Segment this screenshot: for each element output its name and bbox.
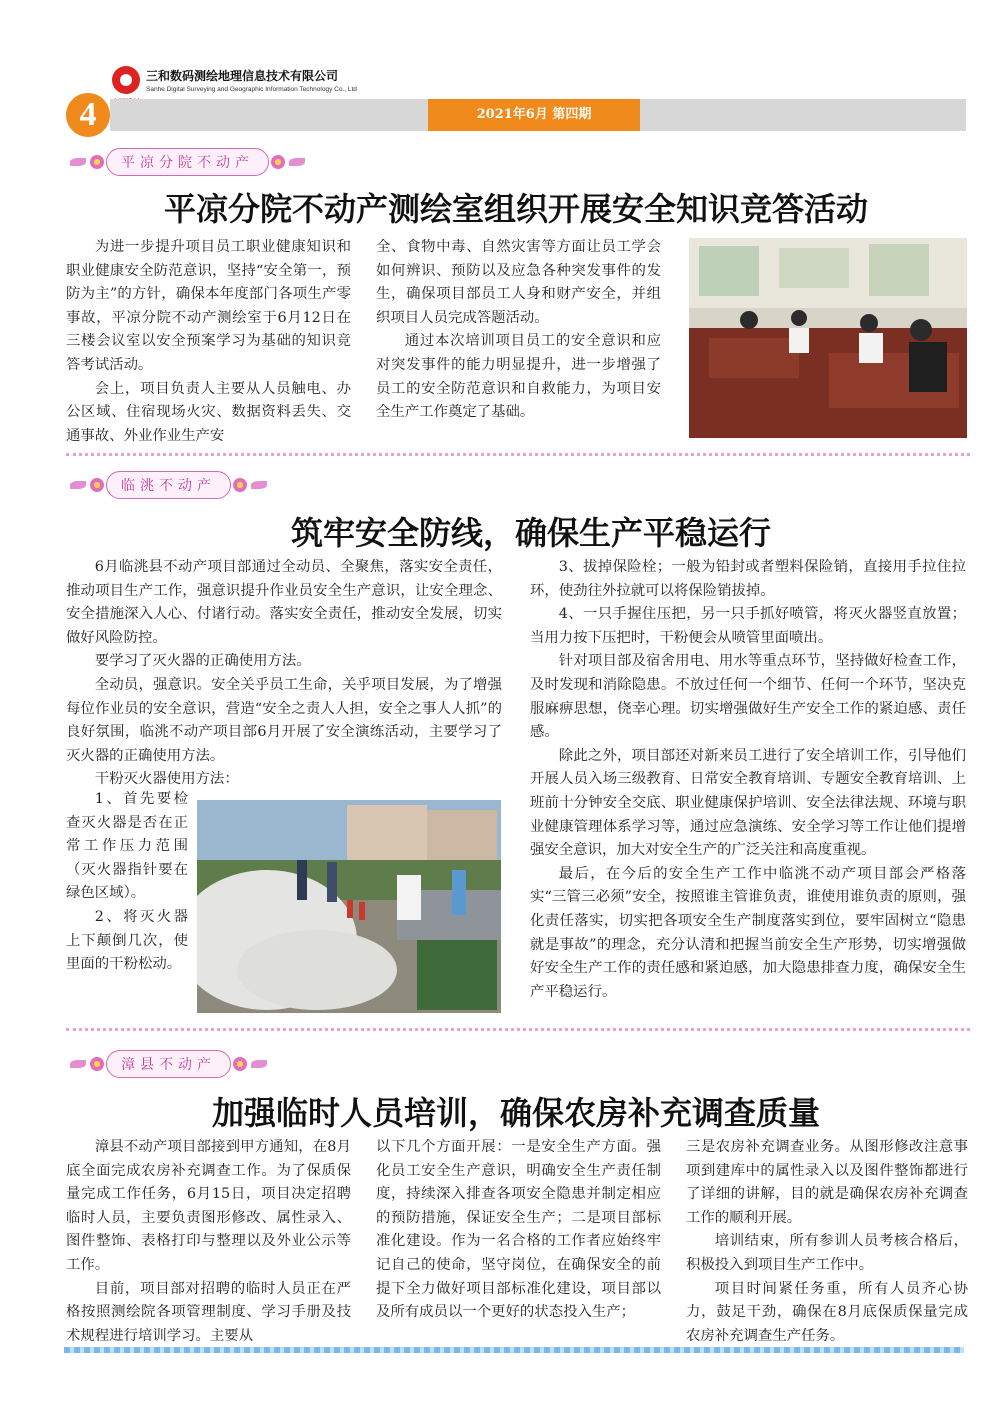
article-column: [66, 556, 502, 792]
paragraph: 6月临洮县不动产项目部通过全动员、全聚焦，落实安全责任，推动项目生产工作，强意识提升作业员安全生产意识，让安全理念、安全措施深入人心、付诸行动。落实安全责任，推动安全发展，切实做好风险防控。: [66, 559, 502, 646]
leaf-icon: [70, 481, 86, 489]
flower-icon: [90, 155, 104, 169]
footer-stripe: [64, 1347, 964, 1353]
section-tag-label: 漳县不动产: [106, 1050, 231, 1078]
article-column: [66, 788, 188, 977]
article-column: [376, 1136, 661, 1325]
article-title: 平凉分院不动产测绘室组织开展安全知识竞答活动: [163, 190, 868, 228]
leaf-icon: [251, 481, 267, 489]
paragraph: 干粉灭火器使用方法：: [94, 771, 239, 788]
paragraph: 漳县不动产项目部接到甲方通知，在8月底全面完成农房补充调查工作。为了保质保量完成工作任务，6月15日，项目决定招聘临时人员，主要负责图形修改、属性录入、图件整饰、表格打印与整理以及外业公示等工作。: [66, 1139, 351, 1273]
paragraph: 2、将灭火器上下颠倒几次，使里面的干粉松动。: [66, 908, 188, 973]
paragraph: 全动员，强意识。安全关乎员工生命，关乎项目发展，为了增强每位作业员的安全意识，营造“安全之责人人担，安全之事人人抓”的良好氛围，临洮不动产项目部6月开展了安全演练活动，主要学习了灭火器的正确使用方法。: [66, 676, 502, 764]
section-divider: [66, 1028, 970, 1031]
section-tag-pingliang: [68, 144, 307, 180]
paragraph: 要学习了灭火器的正确使用方法。: [94, 653, 311, 670]
paragraph: 全、食物中毒、自然灾害等方面让员工学会如何辨识、预防以及应急各种突发事件的发生，确保项目部员工人身和财产安全，并组织项目人员完成答题活动。: [376, 239, 661, 326]
paragraph: 4、一只手握住压把，另一只手抓好喷管，将灭火器竖直放置；当用力按下压把时，干粉便会从喷管里面喷出。: [530, 606, 966, 646]
fire-drill-photo: [197, 800, 501, 1013]
article-column: [376, 236, 661, 425]
paragraph: 最后，在今后的安全生产工作中临洮不动产项目部会严格落实“三管三必须”安全，按照谁主管谁负责，谁使用谁负责的原则，强化责任落实，切实把各项安全生产制度落实到位，要牢固树立“隐患就是事故”的理念，充分认清和把握当前安全生产形势，切实增强做好安全生产工作的责任感和紧迫感，加大隐患排查力度，确保安全生产平稳运行。: [530, 865, 966, 1000]
article-title: 筑牢安全防线，确保生产平稳运行: [290, 514, 771, 552]
leaf-icon: [70, 158, 86, 166]
paragraph: 针对项目部及宿舍用电、用水等重点环节，坚持做好检查工作，及时发现和消除隐患。不放过任何一个细节、任何一个环节，坚决克服麻痹思想，侥幸心理。切实增强做好生产安全工作的紧迫感、责任感。: [530, 653, 966, 741]
flower-icon: [90, 1057, 104, 1071]
article-column: [66, 1136, 351, 1348]
paragraph: 会上，项目负责人主要从人员触电、办公区域、住宿现场火灾、数据资料丢失、交通事故、外业作业生产安: [66, 380, 351, 444]
paragraph: 项目时间紧任务重，所有人员齐心协力，鼓足干劲，确保在8月底保质保量完成农房补充调查生产任务。: [686, 1280, 968, 1344]
company-name-en: Sanhe Digital Surveying and Geographic Information Technology Co., Ltd: [146, 86, 357, 93]
article-title: 加强临时人员培训，确保农房补充调查质量: [211, 1094, 820, 1132]
paragraph: 以下几个方面开展：一是安全生产方面。强化员工安全生产意识，明确安全生产责任制度，持续深入排查各项安全隐患并制定相应的预防措施，保证安全生产；二是项目部标准化建设。作为一名合格的工作者应始终牢记自己的使命，坚守岗位，在确保安全的前提下全力做好项目部标准化建设，项目部以及所有成员以一个更好的状态投入生产；: [376, 1139, 661, 1321]
paragraph: 为进一步提升项目员工职业健康知识和职业健康安全防范意识，坚持“安全第一，预防为主”的方针，确保本年度部门各项生产零事故，平凉分院不动产测绘室于6月12日在三楼会议室以安全预案学习为基础的知识竞答考试活动。: [66, 239, 351, 373]
article-column: [66, 236, 351, 448]
company-logo-block: [112, 62, 357, 98]
paragraph: 除此之外，项目部还对新来员工进行了安全培训工作，引导他们开展人员入场三级教育、日常安全教育培训、专题安全教育培训、上班前十分钟安全交底、职业健康保护培训、安全法律法规、环境与职业健康管理体系学习等，通过应急演练、安全学习等工作让他们提增强安全意识，加大对安全生产的广泛关注和高度重视。: [530, 747, 966, 859]
section-tag-label: 临洮不动产: [106, 471, 231, 499]
paragraph: 目前，项目部对招聘的临时人员正在严格按照测绘院各项管理制度、学习手册及技术规程进行培训学习。主要从: [66, 1280, 351, 1344]
paragraph: 三是农房补充调查业务。从图形修改注意事项到建库中的属性录入以及图件整饰都进行了详细的讲解，目的就是确保农房补充调查工作的顺利开展。: [686, 1139, 968, 1226]
paragraph: 培训结束，所有参训人员考核合格后，积极投入到项目生产工作中。: [686, 1233, 968, 1273]
flower-icon: [271, 155, 285, 169]
section-tag-label: 平凉分院不动产: [106, 148, 269, 176]
section-tag-lintao: [68, 467, 269, 503]
paragraph: 通过本次培训项目员工的安全意识和应对突发事件的能力明显提升，进一步增强了员工的安全防范意识和自救能力，为项目安全生产工作奠定了基础。: [376, 333, 661, 421]
page-number: 4: [66, 93, 110, 137]
article-column: [530, 556, 966, 1004]
issue-label: 2021年6月 第四期: [428, 99, 640, 131]
company-name: 三和数码测绘地理信息技术有限公司: [146, 69, 339, 83]
section-tag-zhangxian: [68, 1046, 269, 1082]
flower-icon: [233, 478, 247, 492]
paragraph: 1、首先要检查灭火器是否在正常工作压力范围（灭火器指针要在绿色区域）。: [66, 791, 188, 902]
section-divider: [66, 453, 970, 456]
leaf-icon: [251, 1060, 267, 1068]
company-logo-icon: [112, 66, 140, 94]
paragraph: 3、拔掉保险栓；一般为铅封或者塑料保险销，直接用手拉住拉环，使劲往外拉就可以将保险销拔掉。: [530, 559, 966, 599]
flower-icon: [233, 1057, 247, 1071]
leaf-icon: [289, 158, 305, 166]
leaf-icon: [70, 1060, 86, 1068]
article-column: [686, 1136, 968, 1348]
flower-icon: [90, 478, 104, 492]
meeting-room-photo: [689, 238, 967, 438]
